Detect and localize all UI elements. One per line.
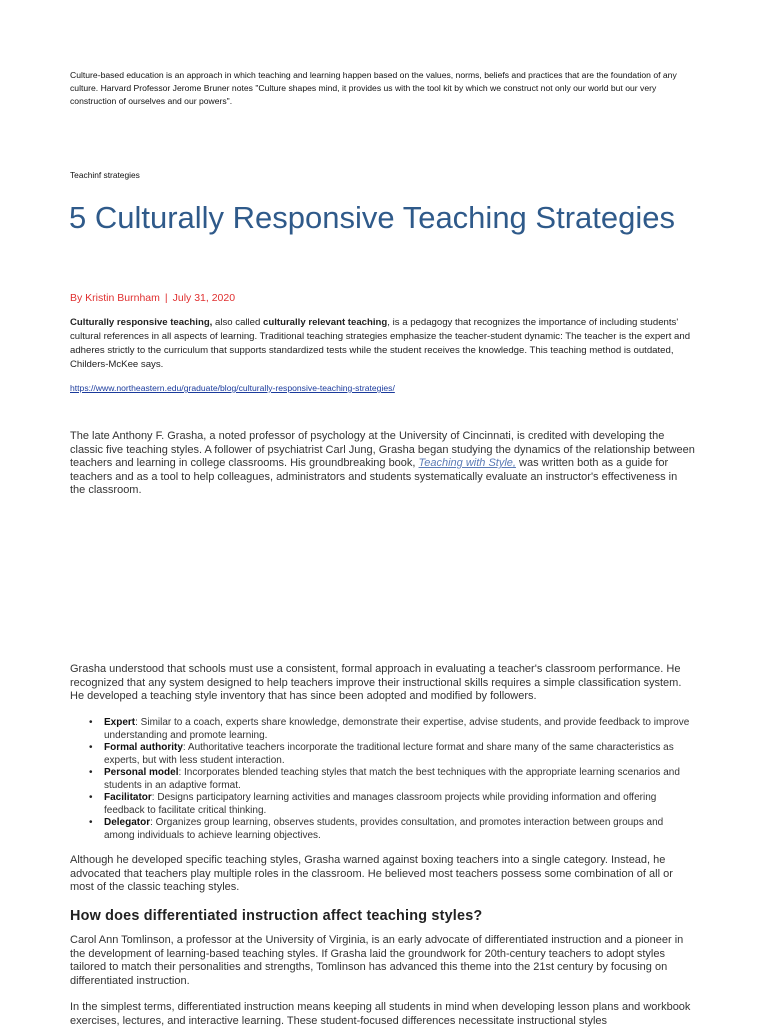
lead-term-1: Culturally responsive teaching, [70,317,213,328]
source-link[interactable]: https://www.northeastern.edu/graduate/blog/culturally-responsive-teaching-strategies/ [70,383,395,393]
style-desc: : Organizes group learning, observes students, provides consultation, and promotes interaction between groups and among individuals to achieve learning objectives. [104,817,664,841]
bullet-icon: • [89,792,93,803]
grasha-text-before: The late Anthony F. Grasha, a noted professor of psychology at the University of Cincinnati, is credited with developing the classic five teaching styles. A follower of psychiatrist Carl Jung, Grasha began studying the dynamics of the relationship between teachers and learning in college classrooms. His groundbreaking book, [70,430,695,469]
style-name: Expert [104,717,136,728]
publish-date: July 31, 2020 [172,292,236,304]
grasha-text-after: was written both as a guide for teachers and as a tool to help colleagues, administrators and students systematically evaluate an instructor's effectiveness in the classroom. [70,457,678,496]
section-label: Teachinf strategies [70,170,140,180]
style-name: Personal model [104,767,179,778]
list-item [89,792,695,817]
lead-term-2: culturally relevant teaching [263,317,388,328]
book-link[interactable]: Teaching with Style, [418,457,516,469]
teaching-styles-list [70,717,695,842]
style-desc: : Similar to a coach, experts share knowledge, demonstrate their expertise, advise students, and provide feedback to improve understanding and promote learning. [104,717,690,741]
style-name: Formal authority [104,742,183,753]
section-heading: How does differentiated instruction affect teaching styles? [70,908,483,924]
list-item [89,817,695,842]
style-name: Delegator [104,817,151,828]
style-desc: : Authoritative teachers incorporate the traditional lecture format and share many of the same characteristics as experts, but with less student interaction. [104,742,674,766]
bullet-icon: • [89,717,93,728]
list-item [89,742,695,767]
byline [70,292,235,304]
article-title: 5 Culturally Responsive Teaching Strategies [69,200,675,235]
list-item [89,717,695,742]
lead-paragraph [70,316,692,372]
bullet-icon: • [89,742,93,753]
style-desc: : Incorporates blended teaching styles that match the best techniques with the appropriate learning scenarios and students in an adaptive format. [104,767,680,791]
differentiated-paragraph: In the simplest terms, differentiated instruction means keeping all students in mind when developing lesson plans and workbook exercises, lectures, and interactive learning. These student-focused differences necessitate instructional styles [70,1001,691,1027]
list-item [89,767,695,792]
bullet-icon: • [89,817,93,828]
tomlinson-paragraph: Carol Ann Tomlinson, a professor at the University of Virginia, is an early advocate of differentiated instruction and a pioneer in the development of learning-based teaching styles. If Grasha laid the groundwork for 20th-century teachers to adopt styles tailored to match their personalities and strengths, Tomlinson has advanced this theme into the 21st century by focusing on differentiated instruction. [70,934,684,987]
style-name: Facilitator [104,792,152,803]
lead-text-2: , is a pedagogy that recognizes the importance of including students' cultural references in all aspects of learning. Traditional teaching strategies emphasize the teacher-student dynamic: The teacher is the expert and adheres strictly to the curriculum that supports standardized tests while the student receives the knowledge. This teaching method is outdated, Childers-McKee says. [70,317,691,370]
byline-separator: | [164,292,168,304]
intro-paragraph: Culture-based education is an approach in which teaching and learning happen based on the values, norms, beliefs and practices that are the foundation of any culture. Harvard Professor Jerome Bruner notes "Culture shapes mind, it provides us with the tool kit by which we construct not only our world but our very construction of ourselves and our powers". [70,70,677,106]
evaluation-paragraph: Grasha understood that schools must use a consistent, formal approach in evaluating a teacher's classroom performance. He recognized that any system designed to help teachers improve their instructional skills requires a simple classification system. He developed a teaching style inventory that has since been adopted and modified by followers. [70,663,682,702]
multiple-roles-paragraph: Although he developed specific teaching styles, Grasha warned against boxing teachers into a single category. Instead, he advocated that teachers play multiple roles in the classroom. He believed most teachers possess some combination of all or most of the classic teaching styles. [70,854,673,893]
lead-text-1: also called [212,317,264,328]
bullet-icon: • [89,767,93,778]
grasha-paragraph [70,430,695,498]
author: By Kristin Burnham [70,292,160,304]
style-desc: : Designs participatory learning activities and manages classroom projects while providing information and offering feedback to facilitate critical thinking. [104,792,657,816]
